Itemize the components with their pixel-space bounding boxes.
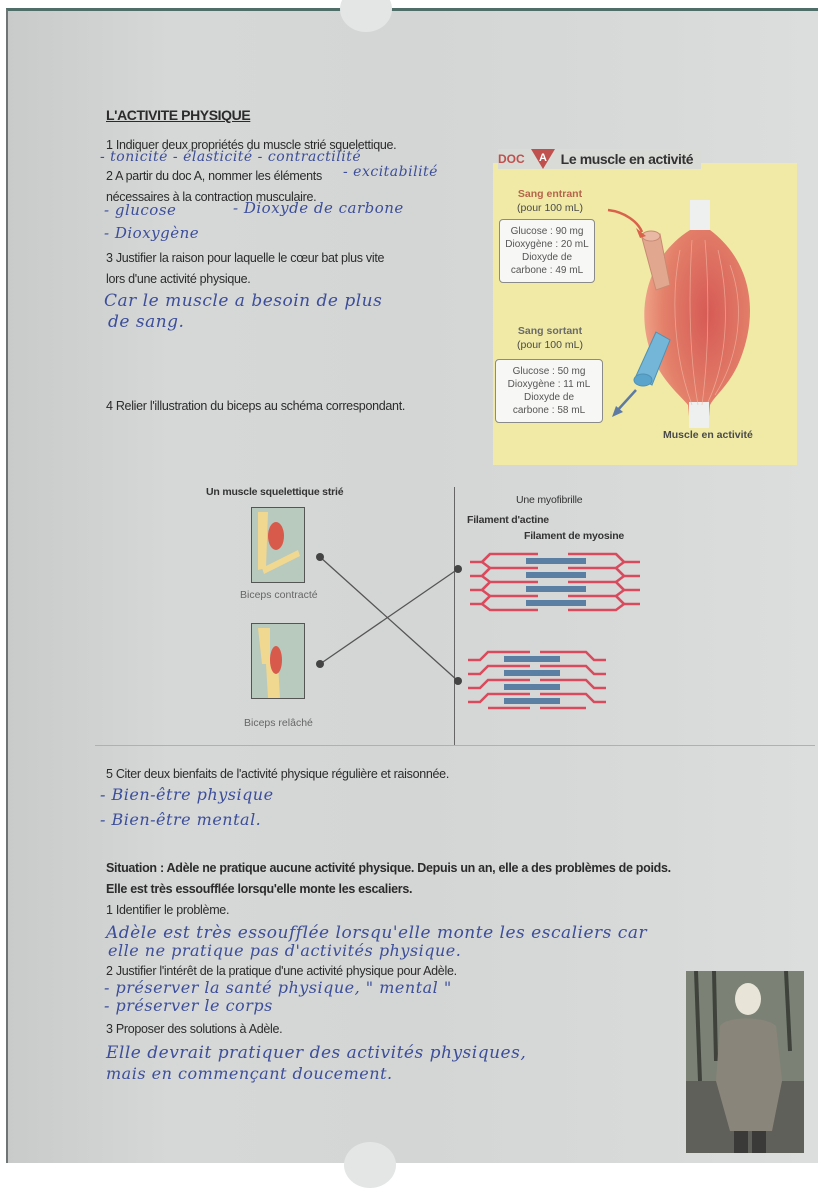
muscle-illustration bbox=[580, 190, 800, 430]
q4-prompt: 4 Relier l'illustration du biceps au schéma correspondant. bbox=[106, 399, 406, 413]
s3-prompt: 3 Proposer des solutions à Adèle. bbox=[106, 1022, 283, 1036]
outgoing-glucose: Glucose : 50 mg bbox=[512, 366, 586, 377]
doc-title: Le muscle en activité bbox=[560, 151, 694, 167]
outgoing-co2-line1: Dioxyde de bbox=[523, 392, 575, 403]
relaxed-caption: Biceps relâché bbox=[244, 717, 313, 729]
myosin-label: Filament de myosine bbox=[524, 530, 625, 542]
diagram-right-title: Une myofibrille bbox=[516, 494, 583, 506]
s2-prompt: 2 Justifier l'intérêt de la pratique d'une activité physique pour Adèle. bbox=[106, 964, 457, 978]
q2-prompt-line2: nécessaires à la contraction musculaire. bbox=[106, 190, 317, 204]
biceps-relaxed-image bbox=[251, 623, 305, 699]
q3-answer-line2: de sang. bbox=[108, 312, 185, 332]
doc-badge-icon bbox=[531, 149, 555, 169]
punch-hole-bottom bbox=[344, 1142, 396, 1188]
incoming-sub: (pour 100 mL) bbox=[517, 202, 583, 214]
outgoing-blood-label bbox=[510, 324, 590, 352]
myofibril-contracted-schema bbox=[468, 550, 648, 615]
contracted-caption: Biceps contracté bbox=[240, 589, 318, 601]
incoming-co2-line1: Dioxyde de bbox=[521, 252, 573, 263]
situation-text-line1: Situation : Adèle ne pratique aucune activité physique. Depuis un an, elle a des problèmes de poids. bbox=[106, 861, 671, 875]
matching-lines[interactable] bbox=[300, 540, 470, 690]
adele-photo bbox=[686, 971, 804, 1153]
s2-answer-line1: - préserver la santé physique, " mental " bbox=[104, 978, 452, 997]
biceps-contracted-image bbox=[251, 507, 305, 583]
outgoing-sub: (pour 100 mL) bbox=[517, 339, 583, 351]
s1-prompt: 1 Identifier le problème. bbox=[106, 903, 230, 917]
q3-prompt-line2: lors d'une activité physique. bbox=[106, 272, 251, 286]
q2-prompt-line1: 2 A partir du doc A, nommer les éléments bbox=[106, 169, 322, 183]
outgoing-title: Sang sortant bbox=[517, 325, 583, 337]
diagram-bottom-rule bbox=[95, 745, 815, 746]
q3-prompt-line1: 3 Justifier la raison pour laquelle le cœur bat plus vite bbox=[106, 251, 385, 265]
outgoing-oxygen: Dioxygène : 11 mL bbox=[507, 379, 591, 390]
diagram-left-title: Un muscle squelettique strié bbox=[206, 486, 344, 498]
q1-prompt: 1 Indiquer deux propriétés du muscle strié squelettique. bbox=[106, 138, 397, 152]
q1-answer: - tonicité - élasticité - contractilité bbox=[100, 149, 362, 165]
page-title: L'ACTIVITE PHYSIQUE bbox=[106, 107, 251, 123]
s3-answer-line2: mais en commençant doucement. bbox=[106, 1064, 393, 1083]
q5-answer-line1: - Bien-être physique bbox=[100, 785, 274, 804]
actin-label: Filament d'actine bbox=[467, 514, 549, 526]
q2-answer-glucose: - glucose bbox=[104, 201, 177, 219]
incoming-co2-line2: carbone : 49 mL bbox=[510, 265, 584, 276]
incoming-oxygen: Dioxygène : 20 mL bbox=[505, 239, 589, 250]
doc-label: DOC bbox=[498, 152, 525, 166]
s1-answer-line1: Adèle est très essoufflée lorsqu'elle monte les escaliers car bbox=[106, 923, 648, 943]
incoming-blood-label bbox=[510, 187, 590, 215]
q3-answer-line1: Car le muscle a besoin de plus bbox=[104, 291, 383, 311]
svg-text:A: A bbox=[538, 152, 547, 164]
outgoing-co2-line2: carbone : 58 mL bbox=[512, 405, 586, 416]
incoming-title: Sang entrant bbox=[517, 188, 583, 200]
myofibril-relaxed-schema bbox=[466, 650, 616, 720]
q2-answer-co2: - Dioxyde de carbone bbox=[233, 199, 404, 217]
incoming-glucose: Glucose : 90 mg bbox=[510, 226, 584, 237]
s1-answer-line2: elle ne pratique pas d'activités physique. bbox=[108, 941, 462, 960]
doc-a-header bbox=[498, 149, 701, 169]
s2-answer-line2: - préserver le corps bbox=[104, 996, 273, 1015]
q1-answer-extra: - excitabilité bbox=[343, 164, 438, 180]
s3-answer-line1: Elle devrait pratiquer des activités physiques, bbox=[106, 1043, 527, 1063]
muscle-caption: Muscle en activité bbox=[663, 429, 753, 441]
q2-answer-oxygen: - Dioxygène bbox=[104, 224, 200, 242]
q5-answer-line2: - Bien-être mental. bbox=[100, 810, 262, 829]
situation-text-line2: Elle est très essoufflée lorsqu'elle monte les escaliers. bbox=[106, 882, 413, 896]
q5-prompt: 5 Citer deux bienfaits de l'activité physique régulière et raisonnée. bbox=[106, 767, 450, 781]
